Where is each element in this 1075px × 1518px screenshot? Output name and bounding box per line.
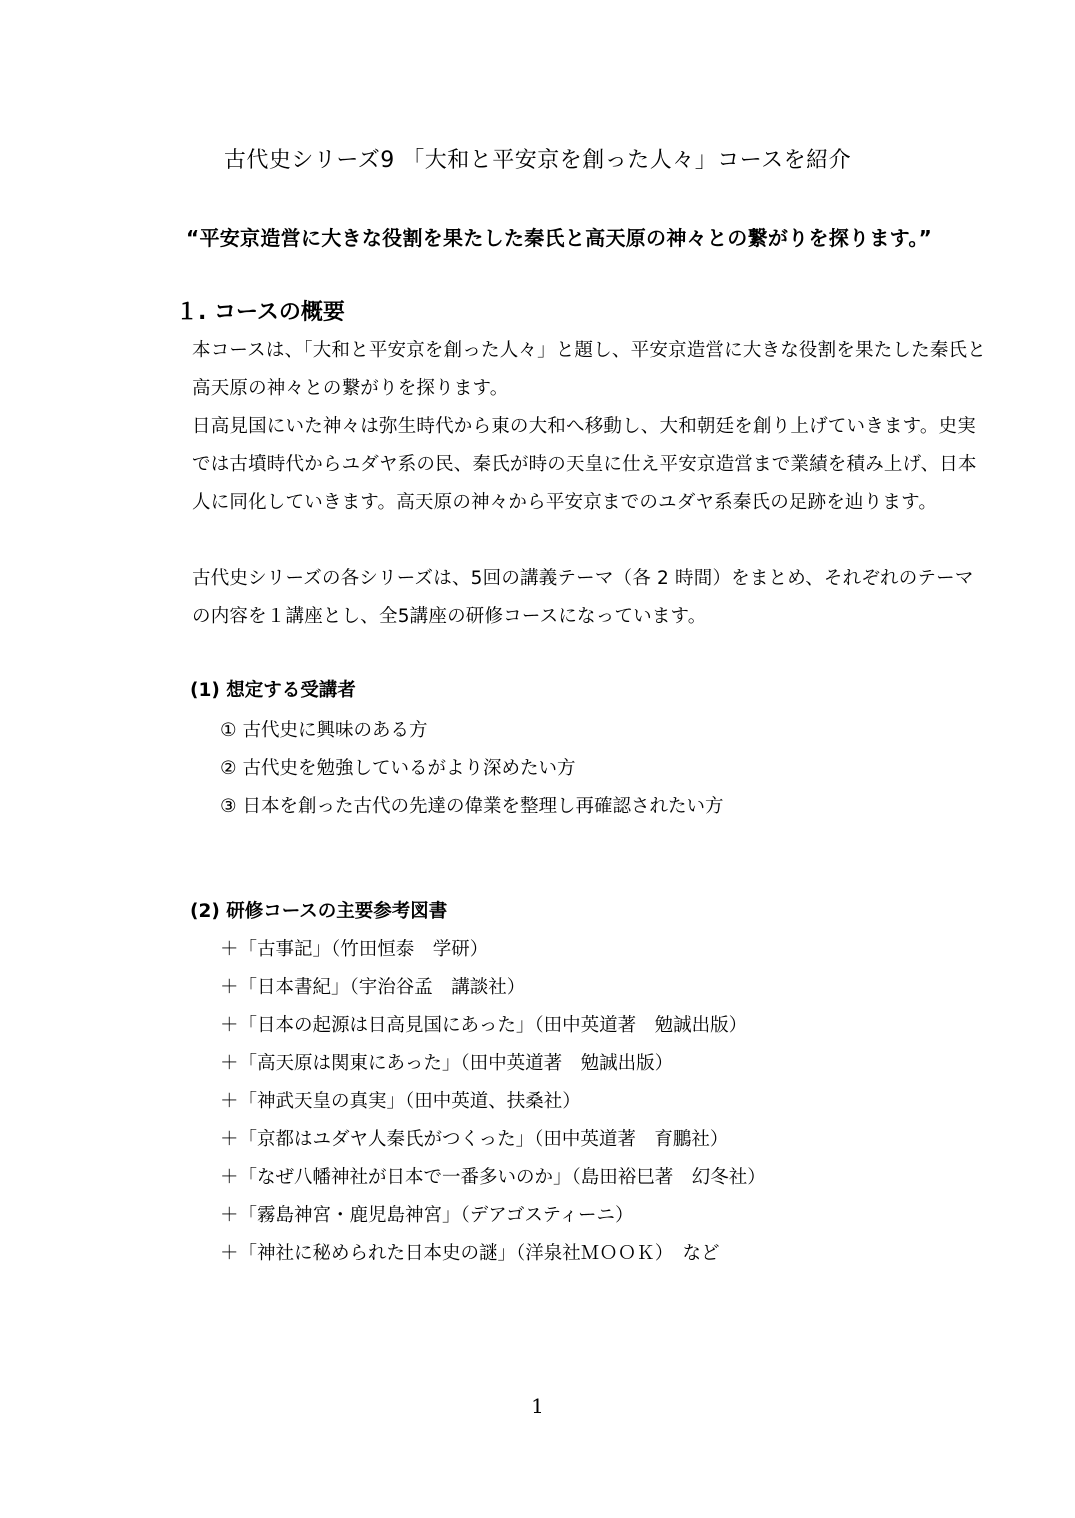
list-item: ＋「日本の起源は日高見国にあった」（田中英道著 勉誠出版） [220, 1015, 748, 1036]
subheading-references: (2) 研修コースの主要参考図書 [190, 901, 448, 922]
audience-list [220, 712, 723, 826]
list-item: ＋「霧島神宮・鹿児島神宮」（デアゴスティーニ） [220, 1205, 634, 1226]
list-item: ② 古代史を勉強しているがより深めたい方 [220, 758, 576, 779]
list-item: ＋「高天原は関東にあった」（田中英道著 勉誠出版） [220, 1053, 674, 1074]
list-item: ＋「古事記」（竹田恒泰 学研） [220, 939, 489, 960]
list-item: ＋「神武天皇の真実」（田中英道、扶桑社） [220, 1091, 581, 1112]
list-item: ＋「京都はユダヤ人秦氏がつくった」（田中英道著 育鵬社） [220, 1129, 729, 1150]
list-item: ① 古代史に興味のある方 [220, 720, 428, 741]
section-heading-overview: １. コースの概要 [176, 300, 345, 325]
overview-paragraph-2 [192, 408, 992, 522]
list-item: ＋「神社に秘められた日本史の謎」（洋泉社ＭＯＯＫ） など [220, 1243, 720, 1264]
list-item: ③ 日本を創った古代の先達の偉業を整理し再確認されたい方 [220, 796, 724, 817]
document-subtitle: “平安京造営に大きな役割を果たした秦氏と高天原の神々との繋がりを探ります。” [186, 226, 933, 250]
paragraph-text: 日高見国にいた神々は弥生時代から東の大和へ移動し、大和朝廷を創り上げていきます。史実では古墳時代からユダヤ系の民、秦氏が時の天皇に仕え平安京造営まで業績を積み上げ、日本人に同化していきます。高天原の神々から平安京までのユダヤ系秦氏の足跡を辿ります。 [192, 416, 977, 513]
list-item: ＋「日本書紀」（宇治谷孟 講談社） [220, 977, 526, 998]
overview-paragraph-1 [192, 332, 992, 408]
paragraph-text: 本コースは、「大和と平安京を創った人々」と題し、平安京造営に大きな役割を果たした秦氏と高天原の神々との繋がりを探ります。 [192, 340, 986, 399]
list-item: ＋「なぜ八幡神社が日本で一番多いのか」（島田裕巳著 幻冬社） [220, 1167, 766, 1188]
overview-paragraph-3 [192, 560, 992, 636]
document-title: 古代史シリーズ9 「大和と平安京を創った人々」コースを紹介 [223, 148, 852, 173]
subheading-audience: (1) 想定する受講者 [190, 680, 356, 701]
reference-list [220, 931, 766, 1273]
page-number: 1 [531, 1394, 544, 1418]
paragraph-text: 古代史シリーズの各シリーズは、5回の講義テーマ（各 2 時間）をまとめ、それぞれのテーマの内容を１講座とし、全5講座の研修コースになっています。 [192, 568, 974, 627]
